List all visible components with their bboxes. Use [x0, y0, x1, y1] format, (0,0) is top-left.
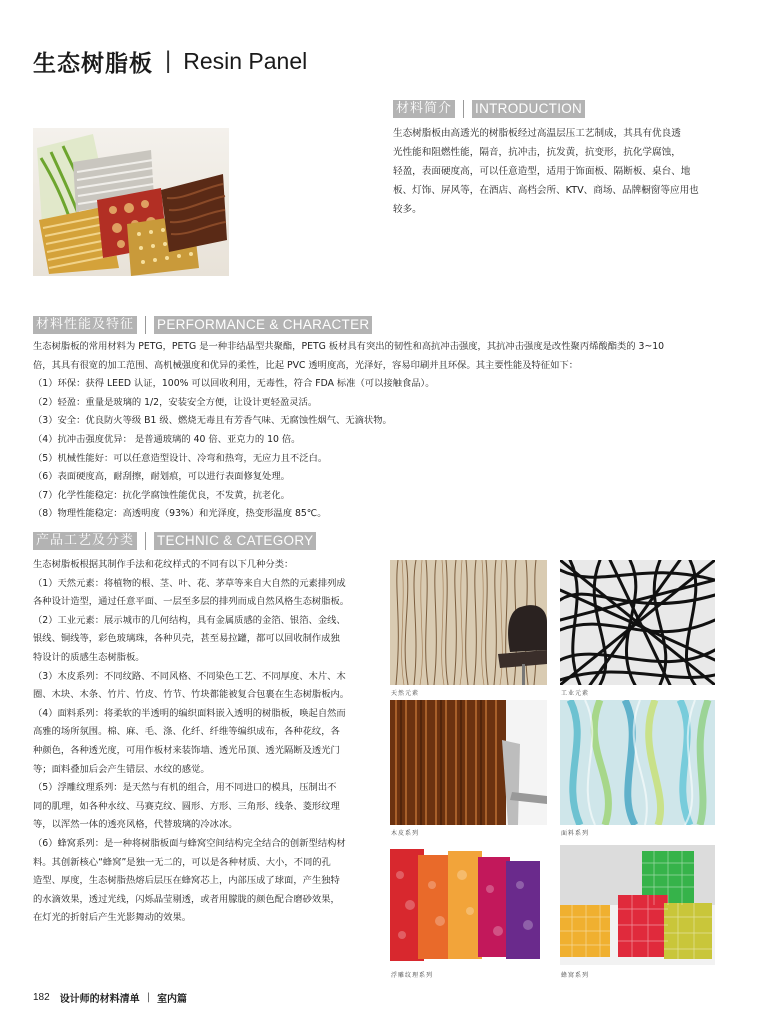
technic-line: 料。其创新核心“蜂窝”是独一无二的，可以是各种材质、大小，不同的孔: [33, 856, 331, 868]
technic-line: 圈、木块、木条、竹片、竹皮、竹节、竹块都能被复合包裹在生态树脂板内。: [33, 689, 350, 701]
relief-caption: 浮雕纹理系列: [391, 972, 434, 979]
technic-line: 银线、铜线等，彩色玻璃珠，各种贝壳，甚至易拉罐，都可以回收制作成独: [33, 633, 340, 645]
book-title: 设计师的材料清单: [59, 994, 140, 1005]
industrial-element-photo: [560, 560, 715, 685]
performance-item: （1）环保：获得 LEED 认证，100% 可以回收利用，无毒性，符合 FDA 标准（可以接触食品）。: [33, 378, 435, 390]
heading-divider: [145, 316, 146, 334]
intro-line: 光性能和阻燃性能，隔音，抗冲击，抗发黄，抗变形，抗化学腐蚀，: [393, 147, 681, 158]
title-en: Resin Panel: [183, 47, 308, 74]
technic-line: 在灯光的折射后产生光影舞动的效果。: [33, 912, 192, 924]
intro-heading-en: INTRODUCTION: [472, 100, 585, 118]
technic-line: 同的肌理，如各种水纹、马赛克纹、圆形、方形、三角形、线条、菱形纹理: [33, 800, 340, 812]
fabric-caption: 面料系列: [561, 830, 590, 837]
intro-heading-cn: 材料简介: [393, 100, 455, 118]
technic-line: （2）工业元素：展示城市的几何结构，具有金属质感的金箔、银箔、金线、: [33, 614, 346, 626]
technic-line: 高雅的场所氛围。棉、麻、毛、涤、化纤、纤维等编织成布，各种花纹，各: [33, 726, 340, 738]
page-number: 182: [33, 992, 50, 1003]
performance-intro-line: 倍，其具有很宽的加工范围、高机械强度和优异的柔性，比起 PVC 透明度高，光泽好，容易印刷并且环保。其主要性能及特征如下：: [33, 359, 578, 371]
performance-heading: [33, 316, 372, 334]
natural-element-photo: [390, 560, 547, 685]
technic-line: 各种设计造型，通过任意平面、一层至多层的排列而成自然风格生态树脂板。: [33, 596, 350, 608]
honeycomb-series-photo: [560, 845, 715, 965]
intro-line: 生态树脂板由高透光的树脂板经过高温层压工艺制成，其具有优良透: [393, 128, 681, 139]
performance-item: （5）机械性能好：可以任意造型设计、冷弯和热弯，无应力且不泛白。: [33, 452, 328, 464]
technic-line: （4）面料系列：将柔软的半透明的编织面料嵌入透明的树脂板，唤起自然而: [33, 707, 346, 719]
natural-caption: 天然元素: [391, 690, 420, 697]
page-footer: [33, 990, 187, 1005]
performance-item: （2）轻盈：重量是玻璃的 1/2，安装安全方便，让设计更轻盈灵活。: [33, 396, 318, 408]
technic-line: （1）天然元素：将植物的根、茎、叶、花、茅草等来自大自然的元素排列成: [33, 577, 346, 589]
wood-caption: 木皮系列: [391, 830, 420, 837]
performance-item: （8）物理性能稳定：高透明度（93%）和光泽度，热变形温度 85℃。: [33, 508, 327, 520]
technic-line: 等，以浑然一体的透亮风格，代替玻璃的冷冰冰。: [33, 819, 238, 831]
intro-paragraph: [393, 124, 733, 219]
technic-line: （6）蜂窝系列：是一种将树脂板面与蜂窝空间结构完全结合的创新型结构材: [33, 837, 346, 849]
technic-paragraph: [33, 556, 378, 928]
fabric-series-photo: [560, 700, 715, 825]
technic-line: 特设计的质感生态树脂板。: [33, 651, 145, 663]
book-volume: 室内篇: [157, 994, 188, 1005]
intro-line: 板、灯饰、屏风等，在酒店、高档会所、KTV、商场、品牌橱窗等应用也: [393, 185, 699, 196]
technic-line: 的水滴效果，透过光线，闪烁晶莹剔透，或者用朦胧的颜色配合磨砂效果，: [33, 893, 340, 905]
title-divider: |: [165, 47, 172, 74]
technic-heading: [33, 532, 316, 550]
technic-line: 种颜色，各种透光度，可用作板材来装饰墙、透光吊顶、透光隔断及透光门: [33, 744, 340, 756]
resin-samples-photo: [33, 128, 229, 276]
performance-heading-cn: 材料性能及特征: [33, 316, 137, 334]
performance-paragraph: [33, 338, 733, 524]
intro-line: 较多。: [393, 204, 422, 215]
technic-line: 等；面料叠加后会产生错层、水纹的感觉。: [33, 763, 210, 775]
technic-line: （5）浮雕纹理系列：是天然与有机的组合，用不同进口的模具，压制出不: [33, 782, 337, 794]
technic-line: 生态树脂板根据其制作手法和花纹样式的不同有以下几种分类：: [33, 559, 294, 570]
heading-divider: [145, 532, 146, 550]
technic-line: 造型、厚度，生态树脂热熔后层压在蜂窝芯上，内部压成了球面，产生独特: [33, 875, 340, 887]
wood-veneer-photo: [390, 700, 547, 825]
performance-item: （4）抗冲击强度优异： 是普通玻璃的 40 倍、亚克力的 10 倍。: [33, 433, 301, 445]
industrial-caption: 工业元素: [561, 690, 590, 697]
performance-item: （6）表面硬度高，耐刮擦，耐划痕，可以进行表面修复处理。: [33, 471, 290, 483]
title-cn: 生态树脂板: [33, 50, 153, 77]
intro-heading: [393, 100, 585, 118]
page-title: [33, 44, 307, 78]
technic-line: （3）木皮系列：不同纹路、不同风格、不同染色工艺、不同厚度、木片、木: [33, 670, 346, 682]
performance-intro-line: 生态树脂板的常用材料为 PETG，PETG 是一种非结晶型共聚酯，PETG 板材具有突出的韧性和高抗冲击强度，其抗冲击强度是改性聚丙烯酸酯类的 3~10: [33, 341, 665, 352]
technic-heading-en: TECHNIC & CATEGORY: [154, 532, 316, 550]
performance-heading-en: PERFORMANCE & CHARACTER: [154, 316, 372, 334]
technic-heading-cn: 产品工艺及分类: [33, 532, 137, 550]
relief-texture-photo: [390, 845, 547, 965]
heading-divider: [463, 100, 464, 118]
honeycomb-caption: 蜂窝系列: [561, 972, 590, 979]
performance-item: （7）化学性能稳定：抗化学腐蚀性能优良，不发黄，抗老化。: [33, 489, 290, 501]
intro-line: 轻盈，表面硬度高，可以任意造型，适用于饰面板、隔断板、桌台、地: [393, 166, 691, 177]
performance-item: （3）安全：优良防火等级 B1 级、燃烧无毒且有芳香气味、无腐蚀性烟气、无滴状物。: [33, 415, 392, 427]
footer-divider: |: [146, 992, 151, 1003]
